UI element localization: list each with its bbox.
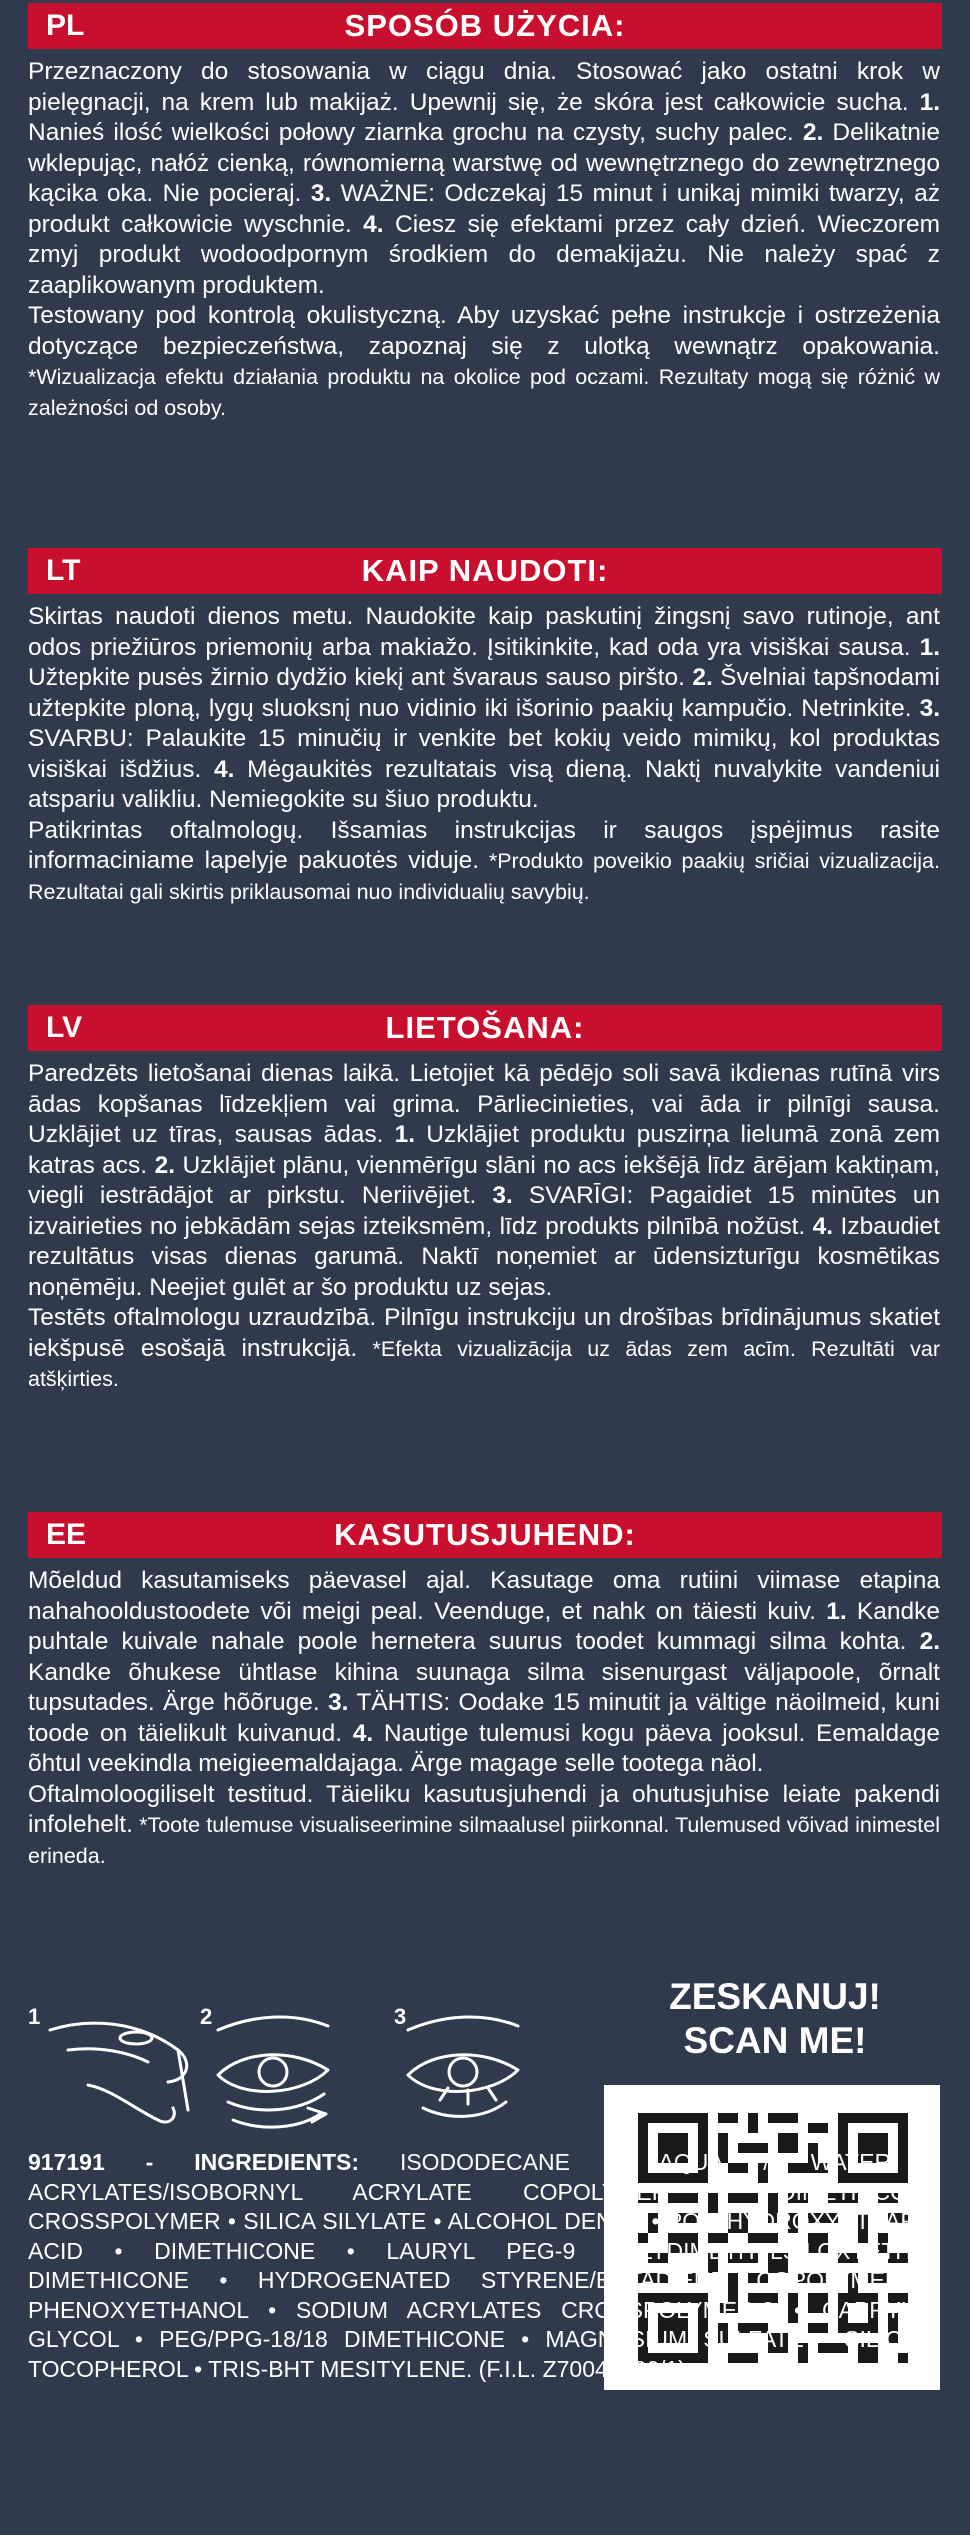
section-title: LIETOŠANA: — [385, 1010, 585, 1045]
section-ee — [0, 1512, 970, 1871]
instructions-text: Mõeldud kasutamiseks päevasel ajal. Kasutage oma rutiini viimase etapina nahahooldustoodete või meigi peal. Veenduge, et nahk on täiesti kuiv. 1. Kandke puhtale kuivale nahale poole hernetera suurus toodet kummagi silma kohta. 2. Kandke õhukese ühtlase kihina suunaga silma sisenurgast väljapoole, õrnalt tupsutades. Ärge hõõruge. 3. TÄHTIS: Oodake 15 minutit ja vältige näoilmeid, kuni toode on täielikult kuivanud. 4. Nautige tulemusi kogu päeva jooksul. Eemaldage õhtul veekindla meigieemaldajaga. Ärge magage selle tootega näol. — [28, 1567, 940, 1777]
formula-code: (F.I.L. Z70044586/1). — [472, 2355, 693, 2382]
section-title: KAIP NAUDOTI: — [361, 553, 609, 588]
ingredients-heading: 917191 - INGREDIENTS: — [28, 2149, 360, 2175]
step-number: 2 — [200, 2004, 213, 2029]
instructions-text: Skirtas naudoti dienos metu. Naudokite kaip paskutinį žingsnį savo rutinoje, ant odos priežiūros priemonių arba makiažo. Įsitikinkite, kad oda yra visiškai sausa. 1. Užtepkite pusės žirnio dydžio kiekį ant švaraus sauso piršto. 2. Švelniai tapšnodami užtepkite ploną, lygų sluoksnį nuo vidinio iki išorinio paakių kampučio. Netrinkite. 3. SVARBU: Palaukite 15 minučių ir venkite bet kokių veido mimikų, kol produktas visiškai išdžius. 4. Mėgaukitės rezultatais visą dieną. Naktį nuvalykite vandeniui atspariu valikliu. Nemiegokite su šiuo produktu. — [28, 603, 940, 813]
visualization-note: *Toote tulemuse visualiseerimine silmaalusel piirkonnal. Tulemused võivad inimestel erineda. — [28, 1813, 940, 1868]
ingredients-list — [28, 2148, 940, 2384]
section-body — [28, 1566, 940, 1871]
step-number: 1 — [28, 2004, 41, 2029]
language-code: LV — [46, 1011, 83, 1044]
eye-result-icon — [408, 2017, 518, 2116]
ingredients-text: ISODODECANE • AQUA / WATER • ACRYLATES/ISOBORNYL ACRYLATE COPOLYMER • DIMETHICONE CROSSPOLYMER • SILICA SILYLATE • ALCOHOL DENAT. • POLYHYDROXYSTEARIC ACID • DIMETHICONE • LAURYL PEG-9 POLYDIMETHYLSILOXYETHYL DIMETHICONE • HYDROGENATED STYRENE/BUTADIENE COPOLYMER • PHENOXYETHANOL • SODIUM ACRYLATES CROSSPOLYMER-2 • CAPRYLYL GLYCOL • PEG/PPG-18/18 DIMETHICONE • MAGNESIUM SULFATE • SILICA • TOCOPHEROL • TRIS-BHT MESITYLENE. — [28, 2149, 940, 2382]
section-title: SPOSÓB UŻYCIA: — [344, 8, 626, 43]
scan-line-en: SCAN ME! — [683, 2020, 867, 2061]
instructions-text: Przeznaczony do stosowania w ciągu dnia. Stosować jako ostatni krok w pielęgnacji, na krem lub makijaż. Upewnij się, że skóra jest całkowicie sucha. 1. Nanieś ilość wielkości połowy ziarnka grochu na czysty, suchy palec. 2. Delikatnie wklepując, nałóż cienką, równomierną warstwę od wewnętrznego do zewnętrznego kącika oka. Nie pocieraj. 3. WAŻNE: Odczekaj 15 minut i unikaj mimiki twarzy, aż produkt całkowicie wyschnie. 4. Ciesz się efektami przez cały dzień. Wieczorem zmyj produkt wodoodpornym środkiem do demakijażu. Nie należy spać z zaaplikowanym produktem. — [28, 58, 940, 299]
visualization-note: *Produkto poveikio paakių sričiai vizualizacija. Rezultatai gali skirtis priklausomai nuo individualių savybių. — [28, 849, 940, 904]
visualization-note: *Wizualizacja efektu działania produktu na okolice pod oczami. Rezultaty mogą się różnić w zależności od osoby. — [28, 365, 940, 420]
section-header — [28, 1005, 942, 1051]
scan-line-pl: ZESKANUJ! — [669, 1976, 881, 2017]
eye-application-icon — [218, 2017, 328, 2127]
safety-text: Testēts oftalmologu uzraudzībā. Pilnīgu instrukciju un drošības brīdinājumus skatiet iekšpusē esošajā instrukcijā. *Efekta vizualizācija uz ādas zem acīm. Rezultāti var atšķirties. — [28, 1304, 940, 1391]
section-body — [28, 602, 940, 907]
safety-text: Patikrintas oftalmologų. Išsamias instrukcijas ir saugos įspėjimus rasite informaciniame lapelyje pakuotės viduje. *Produkto poveikio paakių sričiai vizualizacija. Rezultatai gali skirtis priklausomai nuo individualių savybių. — [28, 816, 940, 904]
finger-icon — [50, 2023, 188, 2122]
section-pl — [0, 3, 970, 423]
section-header — [28, 3, 942, 49]
section-body — [28, 1059, 940, 1395]
instructions-text: Paredzēts lietošanai dienas laikā. Lietojiet kā pēdējo soli savā ikdienas rutīnā virs ādas kopšanas līdzekļiem vai grima. Pārliecinieties, vai āda ir pilnīgi sausa. Uzklājiet uz tīras, sausas ādas. 1. Uzklājiet produktu puszirņa lielumā zonā zem katras acs. 2. Uzklājiet plānu, vienmērīgu slāni no acs iekšējā līdz ārējam kaktiņam, viegli iestrādājot ar pirkstu. Neriivējiet. 3. SVARĪGI: Pagaidiet 15 minūtes un izvairieties no jebkādām sejas izteiksmēm, līdz produkts pilnībā nožūst. 4. Izbaudiet rezultātus visas dienas garumā. Naktī noņemiet ar ūdensizturīgu kosmētikas noņēmēju. Neejiet gulēt ar šo produktu uz sejas. — [28, 1060, 941, 1301]
step-number: 3 — [394, 2004, 407, 2029]
safety-text: Testowany pod kontrolą okulistyczną. Aby uzyskać pełne instrukcje i ostrzeżenia dotyczące bezpieczeństwa, zapoznaj się z ulotką wewnątrz opakowania. *Wizualizacja efektu działania produktu na okolice pod oczami. Rezultaty mogą się różnić w zależności od osoby. — [28, 302, 940, 420]
language-code: LT — [46, 554, 81, 587]
section-header — [28, 548, 942, 594]
language-code: PL — [46, 9, 85, 42]
section-lt — [0, 548, 970, 907]
scan-prompt — [605, 1975, 945, 2063]
language-code: EE — [46, 1518, 87, 1551]
section-header — [28, 1512, 942, 1558]
section-title: KASUTUSJUHEND: — [334, 1517, 636, 1552]
steps-illustration — [28, 1990, 568, 2140]
safety-text: Oftalmoloogiliselt testitud. Täieliku kasutusjuhendi ja ohutusjuhise leiate pakendi infolehelt. *Toote tulemuse visualiseerimine silmaalusel piirkonnal. Tulemused võivad inimestel erineda. — [28, 1780, 940, 1868]
section-lv — [0, 1005, 970, 1395]
application-steps — [28, 1990, 568, 2140]
visualization-note: *Efekta vizualizācija uz ādas zem acīm. Rezultāti var atšķirties. — [28, 1336, 940, 1391]
section-body — [28, 57, 940, 423]
